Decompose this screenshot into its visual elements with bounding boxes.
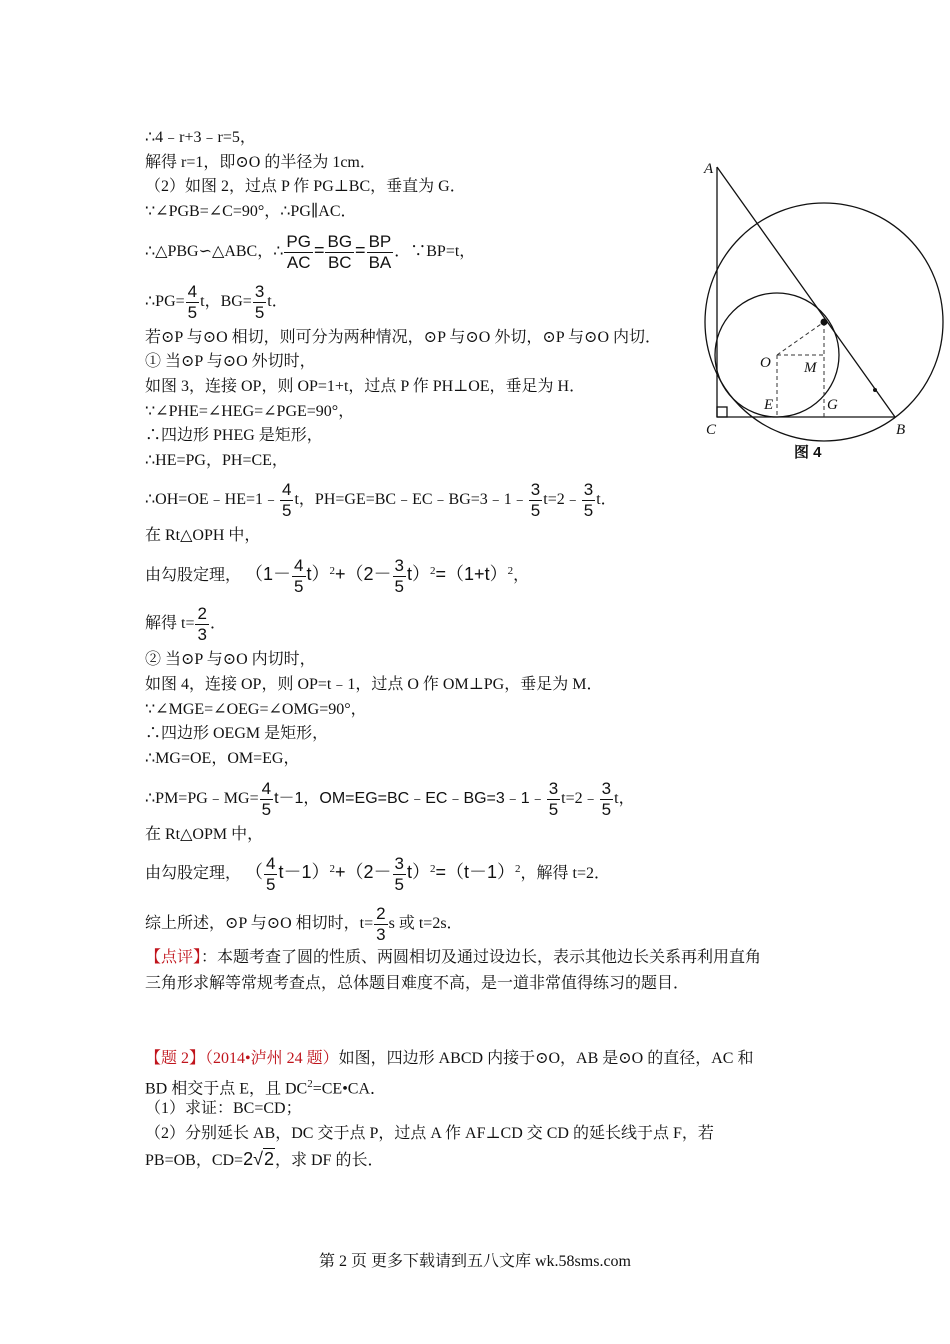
math-segment: （1－ xyxy=(245,564,292,585)
math-segment: +（2－ xyxy=(335,564,392,585)
exponent: 2 xyxy=(515,862,521,875)
text-segment: t=2﹣ xyxy=(543,491,581,509)
fraction-num: 4 xyxy=(187,282,198,301)
fraction xyxy=(284,232,313,273)
text-line: ∴MG=OE，OM=EG， xyxy=(145,750,300,767)
text-line xyxy=(145,480,617,521)
math-segment: t－1，OM=EG=BC﹣EC﹣BG=3﹣1﹣ xyxy=(274,790,546,808)
text-line: 解得 r=1，即⊙O 的半径为 1cm． xyxy=(145,154,376,171)
question-line: （1）求证：BC=CD； xyxy=(145,1100,302,1117)
math-segment: （ xyxy=(245,862,264,883)
text-line: ② 当⊙P 与⊙O 内切时， xyxy=(145,651,316,668)
label-o: O xyxy=(760,355,771,371)
fraction-den: 5 xyxy=(530,501,541,520)
fraction-num: 4 xyxy=(294,556,304,575)
text-segment: t． xyxy=(596,491,617,509)
fraction-den: 5 xyxy=(282,501,292,520)
text-line: ∴△PBG∽△ABC，∴ $\frac{PG}{AC}$ = $\frac{BG}{BC}$ = $\frac{BP}{BA}$ ．∵BP=t， xyxy=(145,232,476,272)
text-segment: 解得 t= xyxy=(145,615,195,633)
fraction-den: 5 xyxy=(187,303,198,322)
text-segment: 由勾股定理， xyxy=(145,865,242,883)
fraction xyxy=(529,480,542,521)
fraction xyxy=(374,904,387,945)
fraction-num: 2 xyxy=(197,604,207,623)
sqrt-coefficient: 2 xyxy=(243,1149,254,1169)
text-segment: ，解得 t=2． xyxy=(520,865,611,883)
fraction-num: 3 xyxy=(601,779,612,798)
exponent: 2 xyxy=(307,1078,313,1090)
question-line: （2）分别延长 AB，DC 交于点 P，过点 A 作 AF⊥CD 交 CD 的延长线于点 F，若 xyxy=(145,1125,714,1142)
math-segment: t－1） xyxy=(278,862,330,883)
fraction xyxy=(253,282,266,323)
text-line xyxy=(145,282,288,323)
question-line xyxy=(145,1149,383,1171)
comment-text: ：本题考查了圆的性质、两圆相切及通过设边长，表示其他边长关系再利用直角 xyxy=(201,949,762,966)
fraction xyxy=(367,232,394,273)
text-line: ∴4﹣r+3﹣r=5， xyxy=(145,129,256,146)
text-segment: ∴OH=OE﹣HE=1﹣ xyxy=(145,491,279,509)
fraction-den: 5 xyxy=(261,800,272,819)
exponent: 2 xyxy=(507,564,514,577)
math-segment: =（t－1） xyxy=(435,862,516,883)
exponent: 2 xyxy=(329,862,335,875)
math-segment: t） xyxy=(407,862,431,883)
text-line xyxy=(145,556,529,597)
fraction-num: 3 xyxy=(583,480,594,499)
fraction-num: 2 xyxy=(376,904,386,923)
fraction-num: BG xyxy=(327,232,353,251)
fraction-den: 5 xyxy=(394,875,404,894)
text-line xyxy=(145,904,463,945)
text-line xyxy=(145,604,226,645)
question-line xyxy=(145,1074,386,1099)
fraction-num: 3 xyxy=(530,480,541,499)
text-segment: ∴PM=PG﹣MG= xyxy=(145,790,259,808)
segment-op xyxy=(777,322,824,355)
fraction-num: 4 xyxy=(266,854,276,873)
exponent: 2 xyxy=(430,564,436,577)
text-line: （2）如图 2，过点 P 作 PG⊥BC，垂直为 G． xyxy=(145,178,466,195)
fraction-num: 3 xyxy=(394,854,404,873)
text-line: 若⊙P 与⊙O 相切，则可分为两种情况，⊙P 与⊙O 外切，⊙P 与⊙O 内切． xyxy=(145,329,662,346)
text-line: 在 Rt△OPH 中， xyxy=(145,527,261,544)
fraction-num: 3 xyxy=(394,556,405,575)
text-segment: ．∵BP=t， xyxy=(394,243,476,261)
fraction xyxy=(260,779,273,820)
text-line: ∵∠PGB=∠C=90°，∴PG∥AC． xyxy=(145,203,357,220)
text-line: ∵∠MGE=∠OEG=∠OMG=90°， xyxy=(145,701,367,718)
comment-tag: 【点评】 xyxy=(145,949,202,966)
label-e: E xyxy=(764,397,774,413)
exponent: 2 xyxy=(329,564,336,577)
text-segment: =CE•CA． xyxy=(312,1080,387,1098)
question-text: 如图，四边形 ABCD 内接于⊙O，AB 是⊙O 的直径，AC 和 xyxy=(338,1050,754,1067)
text-segment: s 或 t=2s． xyxy=(388,915,463,933)
text-line xyxy=(145,779,635,820)
label-m: M xyxy=(804,360,817,376)
fraction xyxy=(393,854,406,895)
text-segment: ， xyxy=(513,567,530,585)
point-mark xyxy=(873,388,877,392)
text-segment: 由勾股定理， xyxy=(145,567,242,585)
fraction-den: 5 xyxy=(266,875,276,894)
text-line: 如图 3，连接 OP，则 OP=1+t，过点 P 作 PH⊥OE，垂足为 H． xyxy=(145,378,586,395)
fraction-den: 5 xyxy=(601,800,612,819)
text-segment: ． xyxy=(209,615,226,633)
text-line: ∴HE=PG，PH=CE， xyxy=(145,452,288,469)
label-b: B xyxy=(896,422,906,438)
question-source: （2014•泸州 24 题） xyxy=(205,1050,339,1067)
label-g: G xyxy=(827,397,838,413)
math-segment: t） xyxy=(306,564,330,585)
fraction xyxy=(280,480,293,521)
fraction xyxy=(582,480,595,521)
exponent: 2 xyxy=(430,862,436,875)
text-line: ① 当⊙P 与⊙O 外切时， xyxy=(145,353,316,370)
fraction-den: 3 xyxy=(376,925,386,944)
fraction-num: BP xyxy=(368,232,392,251)
text-segment: BD 相交于点 E，且 DC xyxy=(145,1080,308,1098)
fraction-den: 5 xyxy=(548,800,559,819)
question-tag: 【题 2】 xyxy=(145,1050,206,1067)
sqrt-expression: 2√2 xyxy=(243,1149,274,1169)
fraction-den: 5 xyxy=(254,303,265,322)
fraction-num: 3 xyxy=(254,282,265,301)
fraction xyxy=(292,556,305,597)
fraction xyxy=(600,779,613,820)
text-line xyxy=(145,854,610,895)
sqrt-radicand: 2 xyxy=(263,1149,274,1169)
text-segment: ∴△PBG∽△ABC，∴ xyxy=(145,243,284,261)
fraction-den: BA xyxy=(368,253,392,272)
math-segment: t） xyxy=(407,564,431,585)
text-line: 在 Rt△OPM 中， xyxy=(145,826,264,843)
fraction xyxy=(195,604,208,645)
fraction-den: AC xyxy=(286,253,311,272)
math-segment: +（2－ xyxy=(335,862,392,883)
text-line: ∵∠PHE=∠HEG=∠PGE=90°， xyxy=(145,403,355,420)
fraction xyxy=(325,232,354,273)
comment-line: 三角形求解等常规考查点，总体题目难度不高，是一道非常值得练习的题目． xyxy=(145,975,690,992)
text-segment: ∴PG= xyxy=(145,293,185,311)
math-segment: =（1+t） xyxy=(435,564,508,585)
fraction xyxy=(547,779,560,820)
fraction xyxy=(264,854,277,895)
page-footer: 第 2 页 更多下载请到五八文库 wk.58sms.com xyxy=(318,1253,631,1270)
text-segment: PB=OB，CD= xyxy=(145,1152,244,1169)
text-line: ∴四边形 PHEG 是矩形， xyxy=(145,427,323,444)
fraction-num: 4 xyxy=(282,480,292,499)
label-a: A xyxy=(704,161,714,177)
fraction-num: PG xyxy=(286,232,311,251)
figure-svg xyxy=(700,155,945,465)
text-segment: t， xyxy=(614,790,635,808)
fraction-den: 5 xyxy=(294,577,304,596)
text-segment: t=2﹣ xyxy=(561,790,599,808)
text-segment: t． xyxy=(267,293,288,311)
fraction-den: 3 xyxy=(197,625,207,644)
comment-line xyxy=(145,948,761,968)
fraction-den: BC xyxy=(327,253,352,272)
fraction xyxy=(186,282,199,323)
fraction xyxy=(393,556,406,597)
geometry-figure xyxy=(700,155,945,465)
text-segment: t，PH=GE=BC﹣EC﹣BG=3﹣1﹣ xyxy=(294,491,528,509)
fraction-num: 3 xyxy=(548,779,559,798)
question-line xyxy=(145,1049,753,1069)
text-segment: 综上所述，⊙P 与⊙O 相切时，t= xyxy=(145,915,374,933)
text-line: ∴四边形 OEGM 是矩形， xyxy=(145,725,329,742)
label-c: C xyxy=(706,422,717,438)
fraction-num: 4 xyxy=(261,779,272,798)
fraction-den: 5 xyxy=(583,501,594,520)
text-segment: t，BG= xyxy=(200,293,252,311)
point-p xyxy=(821,319,828,326)
right-angle-mark xyxy=(717,407,727,417)
fraction-den: 5 xyxy=(394,577,405,596)
text-segment: ，求 DF 的长． xyxy=(275,1152,384,1169)
text-line: 如图 4，连接 OP，则 OP=t﹣1，过点 O 作 OM⊥PG，垂足为 M． xyxy=(145,676,603,693)
figure-caption: 图 4 xyxy=(794,444,822,461)
